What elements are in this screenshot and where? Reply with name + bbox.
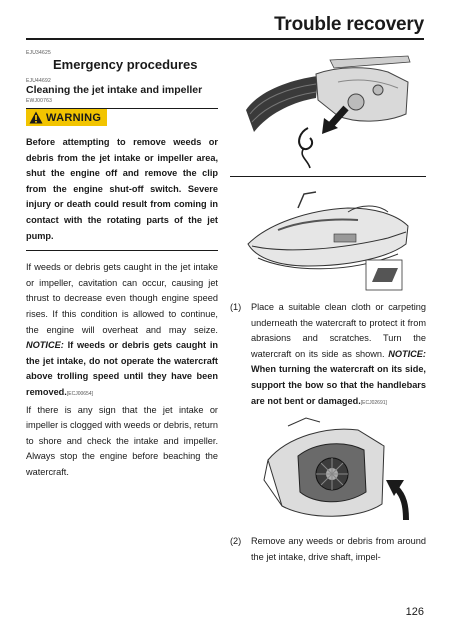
paragraph-clogged: If there is any sign that the jet intake or impeller is clogged with weeds or debris, return to shore and check the intake and impeller. Always stop the engine before beaching the watercraft. [26,404,218,477]
warning-badge [26,109,107,126]
warning-code: EWJ00763 [26,98,53,104]
warning-box [26,108,218,251]
notice-text: If weeds or debris gets caught in the jet intake, do not operate the watercraft above trolling speed until they have been removed. [26,340,218,397]
paragraph-cavitation [26,260,218,402]
notice-code: [ECJ00654] [66,390,93,397]
left-column [26,50,218,480]
page-number: 126 [405,606,424,618]
warning-triangle-icon [29,111,43,124]
step-2-text: Remove any weeds or debris from around the jet intake, drive shaft, impel- [251,536,426,562]
step-2 [230,534,426,565]
subsection-code: EJU44692 [26,78,51,84]
step-2-number: (2) [230,536,242,546]
header-divider [26,38,424,40]
subsection-title: Cleaning the jet intake and impeller [26,84,203,96]
warning-text: Before attempting to remove weeds or debris from the jet intake or impeller area, shut the engine off and remove the clip from the engine shut-off switch. Severe injury or death could result from coming in contact with the rotating parts of the jet pump. [26,137,218,241]
step-1-notice-text: When turning the watercraft on its side, support the bow so that the handlebars are not bent or damaged. [251,364,426,406]
section-code: EJU34625 [26,50,51,56]
step-1-code: [ECJ02691] [360,399,387,406]
paragraph-cavitation-text: If weeds or debris gets caught in the jet intake or impeller, cavitation can occur, causing jet thrust to decrease even though engine speed rises. If this condition is allowed to continue, the engine will overheat and may seize. [26,262,218,335]
page-header-title: Trouble recovery [274,14,424,35]
figure-watercraft [238,182,418,297]
step-1-number: (1) [230,302,242,312]
section-title: Emergency procedures [53,57,198,72]
warning-label: WARNING [46,111,102,124]
step-1 [230,300,426,411]
arrow-icon [396,488,406,520]
figure-jet-intake [258,416,420,524]
step-1-notice-label: NOTICE: [388,348,426,359]
figure-handlebar-clip [238,52,418,172]
step-1-text: Place a suitable clean cloth or carpeting underneath the watercraft to protect it from abrasions and scratches. Turn the watercraft on its side as shown. [251,302,426,359]
notice-label: NOTICE: [26,340,64,351]
figure-divider [230,176,426,177]
